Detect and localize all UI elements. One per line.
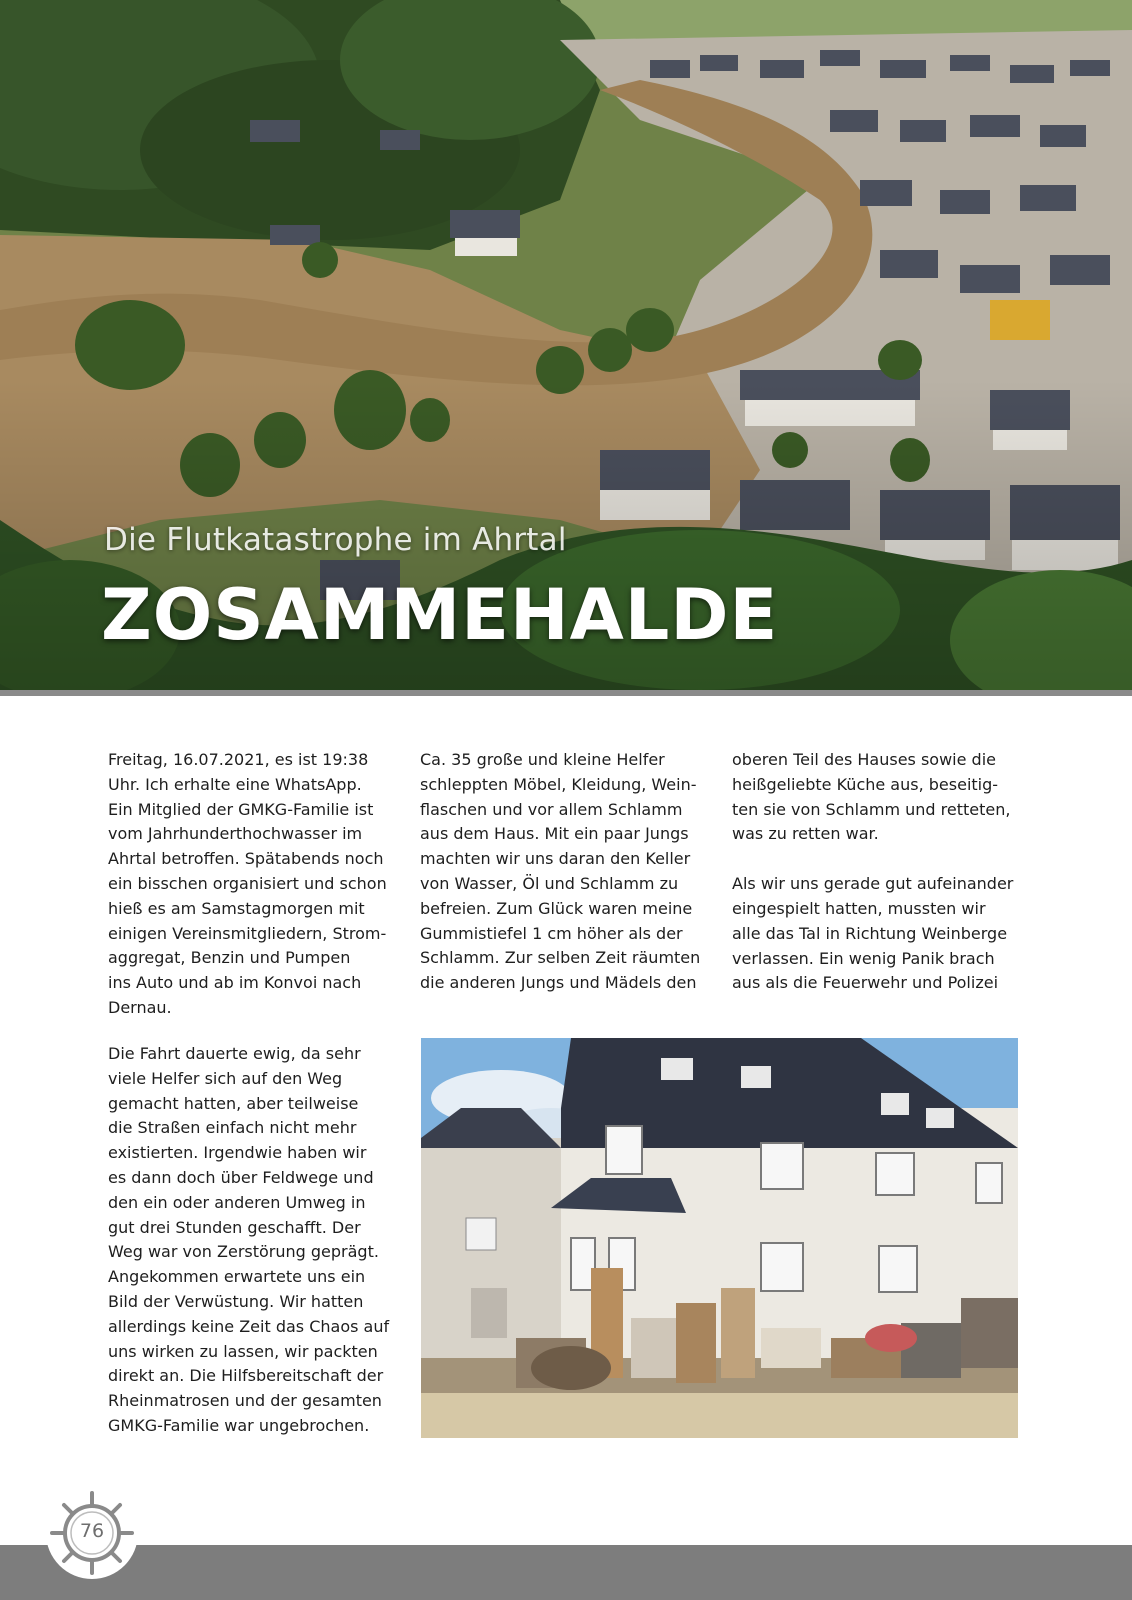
text-line: uns wirken zu lassen, wir packten — [108, 1341, 378, 1361]
text-line: Schlamm. Zur selben Zeit räumten — [420, 948, 701, 968]
text-line: oberen Teil des Hauses sowie die — [732, 750, 996, 769]
text-line: Bild der Verwüstung. Wir hatten — [108, 1291, 364, 1311]
text-line: Ca. 35 große und kleine Helfer — [420, 750, 665, 769]
text-line: Uhr. Ich erhalte eine WhatsApp. — [108, 774, 362, 794]
paragraph — [732, 748, 1030, 847]
article-column-1-continued — [108, 1042, 398, 1439]
paragraph — [108, 1042, 398, 1439]
house-debris-photo — [421, 1038, 1018, 1438]
text-line: ten sie von Schlamm und retteten, — [732, 799, 1011, 819]
text-line: von Wasser, Öl und Schlamm zu — [420, 873, 679, 893]
text-line: Ahrtal betroffen. Spätabends noch — [108, 849, 384, 869]
text-line: Freitag, 16.07.2021, es ist 19:38 — [108, 750, 369, 769]
page-number: 76 — [79, 1520, 105, 1542]
article-column-3 — [732, 748, 1030, 996]
text-line: gut drei Stunden geschafft. Der — [108, 1217, 361, 1237]
text-line: alle das Tal in Richtung Weinberge — [732, 923, 1008, 943]
text-line: aus dem Haus. Mit ein paar Jungs — [420, 824, 689, 844]
text-line: Die Fahrt dauerte ewig, da sehr — [108, 1044, 361, 1063]
text-line: den ein oder anderen Umweg in — [108, 1192, 366, 1212]
text-line: gemacht hatten, aber teilweise — [108, 1093, 359, 1113]
text-line: die anderen Jungs und Mädels den — [420, 973, 697, 993]
text-line: heißgeliebte Küche aus, beseitig- — [732, 774, 999, 794]
text-line: ins Auto und ab im Konvoi nach — [108, 973, 362, 993]
text-line: was zu retten war. — [732, 824, 879, 844]
text-line: viele Helfer sich auf den Weg — [108, 1068, 343, 1088]
text-line: direkt an. Die Hilfsbereitschaft der — [108, 1366, 384, 1386]
house-debris-illustration — [421, 1038, 1018, 1438]
text-line: aggregat, Benzin und Pumpen — [108, 948, 351, 968]
article-title: ZOSAMMEHALDE — [101, 574, 779, 656]
text-line: Rheinmatrosen und der gesamten — [108, 1391, 382, 1411]
text-line: verlassen. Ein wenig Panik brach — [732, 948, 995, 968]
article-column-2 — [420, 748, 716, 996]
text-line: Gummistiefel 1 cm höher als der — [420, 923, 683, 943]
hero-divider — [0, 690, 1132, 696]
text-line: einigen Vereinsmitgliedern, Strom- — [108, 923, 387, 943]
paragraph — [420, 748, 716, 996]
footer-bar — [0, 1545, 1132, 1600]
text-line: eingespielt hatten, mussten wir — [732, 898, 986, 918]
text-line: Als wir uns gerade gut aufeinander — [732, 874, 1014, 894]
text-line: Weg war von Zerstörung geprägt. — [108, 1242, 379, 1262]
text-line: ein bisschen organisiert und schon — [108, 873, 387, 893]
article-column-1 — [108, 748, 398, 1021]
text-line: existierten. Irgendwie haben wir — [108, 1143, 367, 1163]
text-line: Angekommen erwartete uns ein — [108, 1267, 366, 1287]
page-number-badge — [46, 1487, 138, 1579]
paragraph — [732, 872, 1030, 996]
text-line: Dernau. — [108, 997, 172, 1017]
text-line: Ein Mitglied der GMKG-Familie ist — [108, 799, 374, 819]
article-kicker: Die Flutkatastrophe im Ahrtal — [104, 522, 567, 558]
text-line: es dann doch über Feldwege und — [108, 1167, 374, 1187]
text-line: vom Jahrhunderthochwasser im — [108, 824, 363, 844]
text-line: flaschen und vor allem Schlamm — [420, 799, 683, 819]
text-line: hieß es am Samstagmorgen mit — [108, 898, 365, 918]
text-line: die Straßen einfach nicht mehr — [108, 1118, 357, 1138]
text-line: aus als die Feuerwehr und Polizei — [732, 973, 999, 993]
hero-photo — [0, 0, 1132, 690]
text-line: allerdings keine Zeit das Chaos auf — [108, 1316, 390, 1336]
text-line: machten wir uns daran den Keller — [420, 849, 691, 869]
text-line: schleppten Möbel, Kleidung, Wein- — [420, 774, 697, 794]
text-line: befreien. Zum Glück waren meine — [420, 898, 693, 918]
text-line: GMKG-Familie war ungebrochen. — [108, 1415, 370, 1435]
paragraph — [108, 748, 398, 1021]
